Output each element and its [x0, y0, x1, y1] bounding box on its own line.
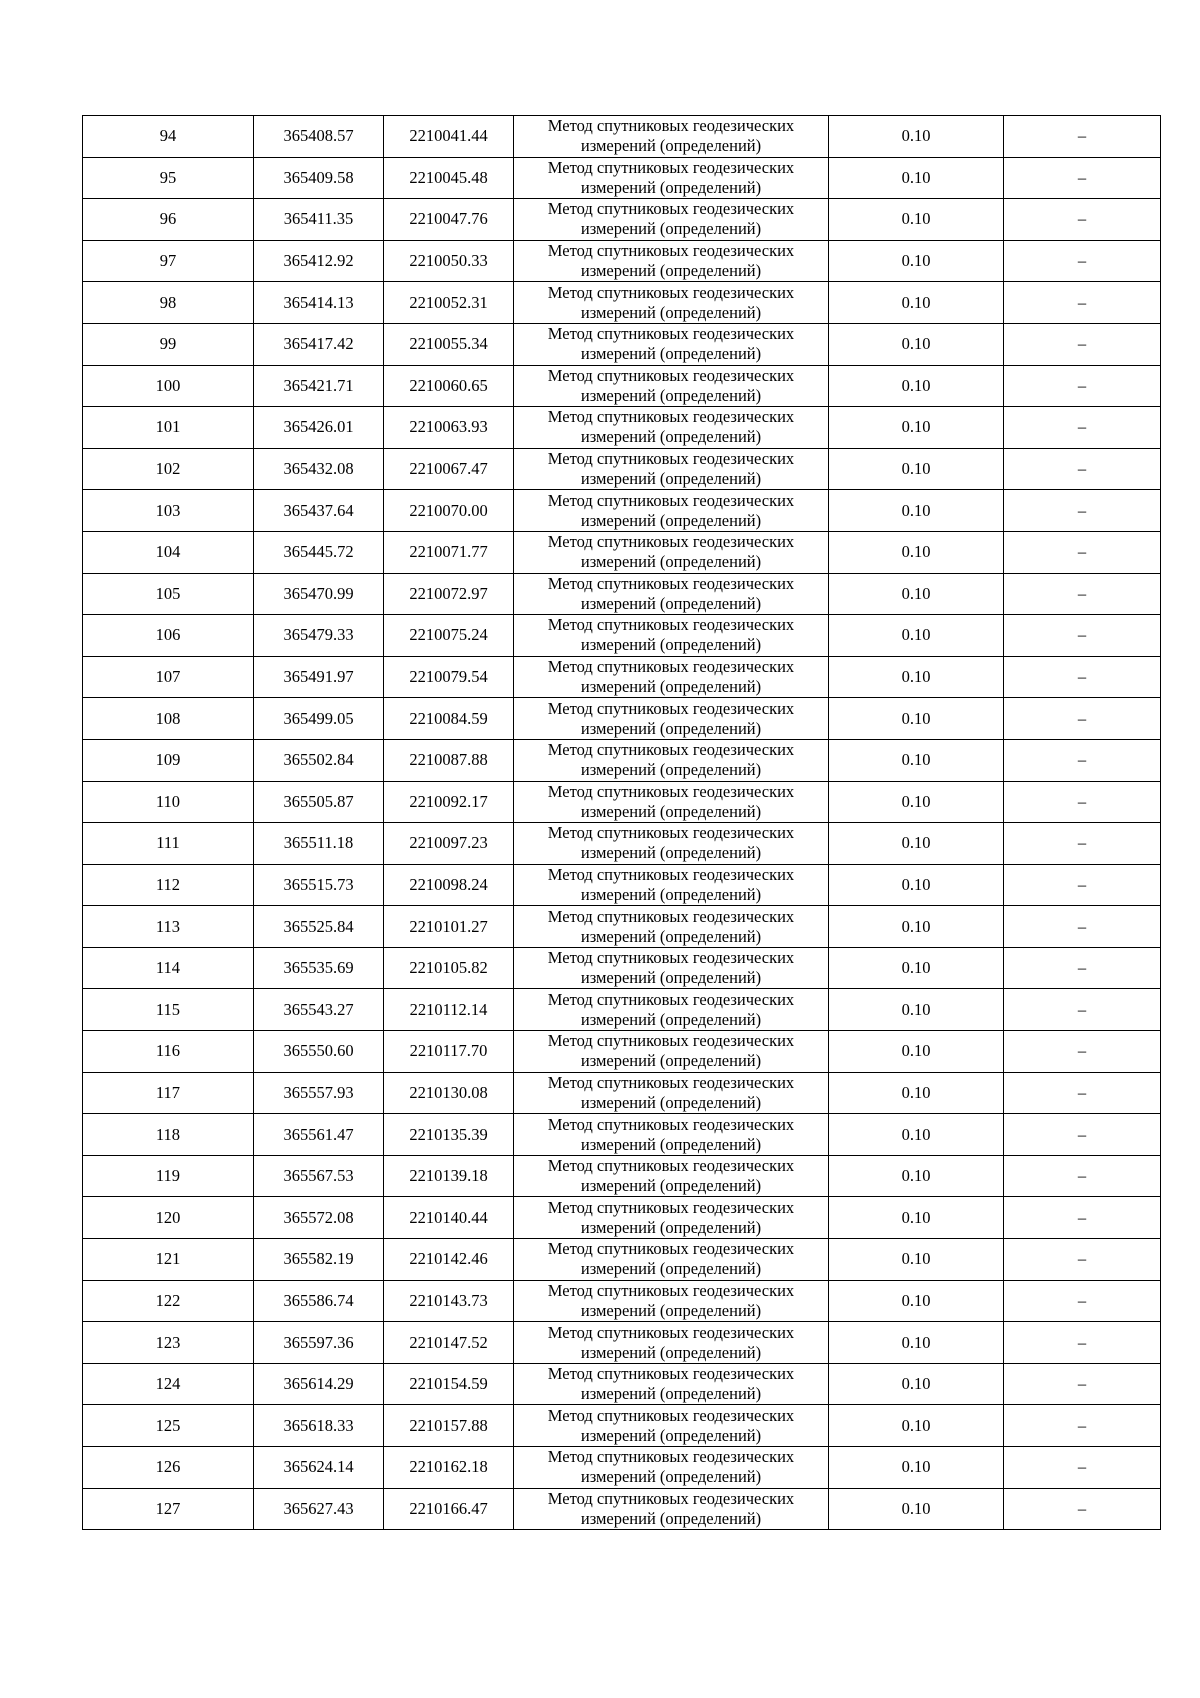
- coordinate-y-cell: 2210166.47: [384, 1488, 514, 1530]
- table-row: [83, 157, 1161, 199]
- note-cell: –: [1004, 157, 1161, 199]
- coordinate-y-cell: 2210147.52: [384, 1322, 514, 1364]
- point-number-cell: 95: [83, 157, 254, 199]
- point-number-cell: 126: [83, 1447, 254, 1489]
- accuracy-cell: 0.10: [829, 490, 1004, 532]
- accuracy-cell: 0.10: [829, 1155, 1004, 1197]
- point-number-cell: 114: [83, 947, 254, 989]
- point-number-cell: 102: [83, 448, 254, 490]
- note-cell: –: [1004, 864, 1161, 906]
- coordinate-x-cell: 365470.99: [254, 573, 384, 615]
- method-text: Метод спутниковых геодезических измерений (определений): [547, 365, 795, 405]
- table-row: [83, 1322, 1161, 1364]
- method-text: Метод спутниковых геодезических измерений (определений): [547, 657, 795, 697]
- coordinate-x-cell: 365543.27: [254, 989, 384, 1031]
- coordinate-x-cell: 365525.84: [254, 906, 384, 948]
- coordinate-y-cell: 2210112.14: [384, 989, 514, 1031]
- coordinate-y-cell: 2210055.34: [384, 323, 514, 365]
- method-text: Метод спутниковых геодезических измерений (определений): [547, 116, 795, 156]
- table-row: [83, 1155, 1161, 1197]
- accuracy-cell: 0.10: [829, 1322, 1004, 1364]
- method-text: Метод спутниковых геодезических измерений (определений): [547, 1239, 795, 1279]
- point-number-cell: 115: [83, 989, 254, 1031]
- table-row: [83, 823, 1161, 865]
- accuracy-cell: 0.10: [829, 781, 1004, 823]
- method-text: Метод спутниковых геодезических измерений (определений): [547, 573, 795, 613]
- coordinate-x-cell: 365572.08: [254, 1197, 384, 1239]
- coordinate-x-cell: 365426.01: [254, 407, 384, 449]
- coordinate-x-cell: 365445.72: [254, 531, 384, 573]
- table-row: [83, 781, 1161, 823]
- note-cell: –: [1004, 656, 1161, 698]
- table-row: [83, 739, 1161, 781]
- accuracy-cell: 0.10: [829, 199, 1004, 241]
- note-cell: –: [1004, 1280, 1161, 1322]
- table-row: [83, 1405, 1161, 1447]
- method-cell: [514, 490, 829, 532]
- point-number-cell: 101: [83, 407, 254, 449]
- accuracy-cell: 0.10: [829, 989, 1004, 1031]
- coordinate-x-cell: 365499.05: [254, 698, 384, 740]
- point-number-cell: 109: [83, 739, 254, 781]
- coordinate-x-cell: 365586.74: [254, 1280, 384, 1322]
- table-body: [83, 116, 1161, 1530]
- method-text: Метод спутниковых геодезических измерений (определений): [547, 532, 795, 572]
- coordinate-y-cell: 2210140.44: [384, 1197, 514, 1239]
- accuracy-cell: 0.10: [829, 823, 1004, 865]
- accuracy-cell: 0.10: [829, 1031, 1004, 1073]
- coordinate-y-cell: 2210130.08: [384, 1072, 514, 1114]
- note-cell: –: [1004, 116, 1161, 158]
- table-row: [83, 407, 1161, 449]
- note-cell: –: [1004, 989, 1161, 1031]
- coordinate-x-cell: 365627.43: [254, 1488, 384, 1530]
- note-cell: –: [1004, 1322, 1161, 1364]
- table-row: [83, 1239, 1161, 1281]
- point-number-cell: 116: [83, 1031, 254, 1073]
- accuracy-cell: 0.10: [829, 365, 1004, 407]
- method-cell: [514, 739, 829, 781]
- point-number-cell: 94: [83, 116, 254, 158]
- note-cell: –: [1004, 1197, 1161, 1239]
- coordinate-y-cell: 2210135.39: [384, 1114, 514, 1156]
- method-cell: [514, 448, 829, 490]
- method-cell: [514, 573, 829, 615]
- method-text: Метод спутниковых геодезических измерений (определений): [547, 906, 795, 946]
- table-row: [83, 1447, 1161, 1489]
- coordinate-y-cell: 2210098.24: [384, 864, 514, 906]
- accuracy-cell: 0.10: [829, 157, 1004, 199]
- note-cell: –: [1004, 947, 1161, 989]
- coordinates-table: [82, 115, 1161, 1530]
- coordinate-y-cell: 2210097.23: [384, 823, 514, 865]
- table-row: [83, 1072, 1161, 1114]
- method-cell: [514, 240, 829, 282]
- point-number-cell: 113: [83, 906, 254, 948]
- coordinate-y-cell: 2210157.88: [384, 1405, 514, 1447]
- method-text: Метод спутниковых геодезических измерений (определений): [547, 1322, 795, 1362]
- point-number-cell: 105: [83, 573, 254, 615]
- method-text: Метод спутниковых геодезических измерений (определений): [547, 1364, 795, 1404]
- method-text: Метод спутниковых геодезических измерений (определений): [547, 449, 795, 489]
- method-cell: [514, 407, 829, 449]
- coordinate-y-cell: 2210047.76: [384, 199, 514, 241]
- coordinate-x-cell: 365411.35: [254, 199, 384, 241]
- method-cell: [514, 823, 829, 865]
- table-row: [83, 323, 1161, 365]
- note-cell: –: [1004, 823, 1161, 865]
- method-cell: [514, 781, 829, 823]
- coordinate-y-cell: 2210092.17: [384, 781, 514, 823]
- note-cell: –: [1004, 490, 1161, 532]
- coordinate-y-cell: 2210105.82: [384, 947, 514, 989]
- accuracy-cell: 0.10: [829, 947, 1004, 989]
- coordinate-x-cell: 365409.58: [254, 157, 384, 199]
- coordinate-x-cell: 365479.33: [254, 615, 384, 657]
- method-text: Метод спутниковых геодезических измерений (определений): [547, 1072, 795, 1112]
- table-row: [83, 199, 1161, 241]
- point-number-cell: 118: [83, 1114, 254, 1156]
- point-number-cell: 98: [83, 282, 254, 324]
- method-cell: [514, 116, 829, 158]
- accuracy-cell: 0.10: [829, 407, 1004, 449]
- method-cell: [514, 365, 829, 407]
- point-number-cell: 103: [83, 490, 254, 532]
- table-row: [83, 698, 1161, 740]
- note-cell: –: [1004, 739, 1161, 781]
- table-row: [83, 240, 1161, 282]
- point-number-cell: 125: [83, 1405, 254, 1447]
- method-cell: [514, 1363, 829, 1405]
- table-row: [83, 615, 1161, 657]
- point-number-cell: 121: [83, 1239, 254, 1281]
- point-number-cell: 120: [83, 1197, 254, 1239]
- accuracy-cell: 0.10: [829, 1239, 1004, 1281]
- method-text: Метод спутниковых геодезических измерений (определений): [547, 157, 795, 197]
- method-cell: [514, 531, 829, 573]
- method-cell: [514, 1114, 829, 1156]
- table-row: [83, 989, 1161, 1031]
- note-cell: –: [1004, 1447, 1161, 1489]
- point-number-cell: 106: [83, 615, 254, 657]
- coordinate-x-cell: 365582.19: [254, 1239, 384, 1281]
- method-cell: [514, 947, 829, 989]
- note-cell: –: [1004, 282, 1161, 324]
- point-number-cell: 107: [83, 656, 254, 698]
- accuracy-cell: 0.10: [829, 1447, 1004, 1489]
- table-row: [83, 1488, 1161, 1530]
- method-text: Метод спутниковых геодезических измерений (определений): [547, 1197, 795, 1237]
- coordinate-y-cell: 2210087.88: [384, 739, 514, 781]
- accuracy-cell: 0.10: [829, 1280, 1004, 1322]
- note-cell: –: [1004, 1031, 1161, 1073]
- point-number-cell: 96: [83, 199, 254, 241]
- method-cell: [514, 906, 829, 948]
- note-cell: –: [1004, 781, 1161, 823]
- method-cell: [514, 1239, 829, 1281]
- method-text: Метод спутниковых геодезических измерений (определений): [547, 1156, 795, 1196]
- method-text: Метод спутниковых геодезических измерений (определений): [547, 698, 795, 738]
- coordinate-y-cell: 2210079.54: [384, 656, 514, 698]
- coordinate-x-cell: 365511.18: [254, 823, 384, 865]
- point-number-cell: 104: [83, 531, 254, 573]
- accuracy-cell: 0.10: [829, 1363, 1004, 1405]
- method-cell: [514, 323, 829, 365]
- coordinate-x-cell: 365535.69: [254, 947, 384, 989]
- method-text: Метод спутниковых геодезических измерений (определений): [547, 1031, 795, 1071]
- point-number-cell: 122: [83, 1280, 254, 1322]
- note-cell: –: [1004, 407, 1161, 449]
- accuracy-cell: 0.10: [829, 615, 1004, 657]
- accuracy-cell: 0.10: [829, 448, 1004, 490]
- method-cell: [514, 199, 829, 241]
- coordinate-y-cell: 2210075.24: [384, 615, 514, 657]
- point-number-cell: 111: [83, 823, 254, 865]
- coordinate-y-cell: 2210060.65: [384, 365, 514, 407]
- coordinate-x-cell: 365614.29: [254, 1363, 384, 1405]
- coordinate-y-cell: 2210162.18: [384, 1447, 514, 1489]
- table-row: [83, 1114, 1161, 1156]
- coordinate-x-cell: 365505.87: [254, 781, 384, 823]
- method-text: Метод спутниковых геодезических измерений (определений): [547, 1447, 795, 1487]
- note-cell: –: [1004, 1239, 1161, 1281]
- point-number-cell: 117: [83, 1072, 254, 1114]
- coordinate-y-cell: 2210142.46: [384, 1239, 514, 1281]
- coordinate-x-cell: 365437.64: [254, 490, 384, 532]
- point-number-cell: 119: [83, 1155, 254, 1197]
- note-cell: –: [1004, 698, 1161, 740]
- coordinate-y-cell: 2210067.47: [384, 448, 514, 490]
- accuracy-cell: 0.10: [829, 282, 1004, 324]
- coordinate-x-cell: 365414.13: [254, 282, 384, 324]
- table-row: [83, 656, 1161, 698]
- table-row: [83, 282, 1161, 324]
- accuracy-cell: 0.10: [829, 906, 1004, 948]
- coordinate-x-cell: 365618.33: [254, 1405, 384, 1447]
- note-cell: –: [1004, 365, 1161, 407]
- coordinate-y-cell: 2210154.59: [384, 1363, 514, 1405]
- table-row: [83, 864, 1161, 906]
- coordinate-x-cell: 365561.47: [254, 1114, 384, 1156]
- method-cell: [514, 698, 829, 740]
- accuracy-cell: 0.10: [829, 323, 1004, 365]
- method-text: Метод спутниковых геодезических измерений (определений): [547, 864, 795, 904]
- table-row: [83, 947, 1161, 989]
- method-cell: [514, 864, 829, 906]
- note-cell: –: [1004, 1405, 1161, 1447]
- method-text: Метод спутниковых геодезических измерений (определений): [547, 282, 795, 322]
- point-number-cell: 112: [83, 864, 254, 906]
- coordinate-y-cell: 2210052.31: [384, 282, 514, 324]
- coordinate-x-cell: 365567.53: [254, 1155, 384, 1197]
- method-text: Метод спутниковых геодезических измерений (определений): [547, 324, 795, 364]
- method-text: Метод спутниковых геодезических измерений (определений): [547, 740, 795, 780]
- coordinate-x-cell: 365421.71: [254, 365, 384, 407]
- accuracy-cell: 0.10: [829, 1072, 1004, 1114]
- point-number-cell: 99: [83, 323, 254, 365]
- coordinate-y-cell: 2210139.18: [384, 1155, 514, 1197]
- accuracy-cell: 0.10: [829, 1114, 1004, 1156]
- method-text: Метод спутниковых геодезических измерений (определений): [547, 948, 795, 988]
- note-cell: –: [1004, 1363, 1161, 1405]
- point-number-cell: 97: [83, 240, 254, 282]
- point-number-cell: 100: [83, 365, 254, 407]
- point-number-cell: 108: [83, 698, 254, 740]
- method-cell: [514, 1072, 829, 1114]
- coordinate-x-cell: 365491.97: [254, 656, 384, 698]
- note-cell: –: [1004, 1155, 1161, 1197]
- method-text: Метод спутниковых геодезических измерений (определений): [547, 407, 795, 447]
- method-text: Метод спутниковых геодезических измерений (определений): [547, 1488, 795, 1528]
- point-number-cell: 127: [83, 1488, 254, 1530]
- method-text: Метод спутниковых геодезических измерений (определений): [547, 1114, 795, 1154]
- table-row: [83, 573, 1161, 615]
- method-text: Метод спутниковых геодезических измерений (определений): [547, 241, 795, 281]
- table-row: [83, 1280, 1161, 1322]
- table-row: [83, 116, 1161, 158]
- note-cell: –: [1004, 323, 1161, 365]
- method-cell: [514, 1280, 829, 1322]
- note-cell: –: [1004, 1072, 1161, 1114]
- accuracy-cell: 0.10: [829, 573, 1004, 615]
- method-cell: [514, 1031, 829, 1073]
- method-cell: [514, 656, 829, 698]
- method-text: Метод спутниковых геодезических измерений (определений): [547, 1405, 795, 1445]
- coordinate-y-cell: 2210071.77: [384, 531, 514, 573]
- coordinate-x-cell: 365432.08: [254, 448, 384, 490]
- accuracy-cell: 0.10: [829, 698, 1004, 740]
- method-cell: [514, 989, 829, 1031]
- coordinate-y-cell: 2210045.48: [384, 157, 514, 199]
- note-cell: –: [1004, 448, 1161, 490]
- table-row: [83, 490, 1161, 532]
- table-row: [83, 1031, 1161, 1073]
- accuracy-cell: 0.10: [829, 240, 1004, 282]
- method-text: Метод спутниковых геодезических измерений (определений): [547, 989, 795, 1029]
- method-cell: [514, 1155, 829, 1197]
- coordinate-y-cell: 2210084.59: [384, 698, 514, 740]
- accuracy-cell: 0.10: [829, 1197, 1004, 1239]
- method-cell: [514, 157, 829, 199]
- method-cell: [514, 1488, 829, 1530]
- accuracy-cell: 0.10: [829, 1405, 1004, 1447]
- point-number-cell: 123: [83, 1322, 254, 1364]
- note-cell: –: [1004, 1114, 1161, 1156]
- method-cell: [514, 1405, 829, 1447]
- note-cell: –: [1004, 615, 1161, 657]
- table-row: [83, 1197, 1161, 1239]
- method-cell: [514, 615, 829, 657]
- accuracy-cell: 0.10: [829, 116, 1004, 158]
- coordinate-x-cell: 365502.84: [254, 739, 384, 781]
- coordinate-y-cell: 2210063.93: [384, 407, 514, 449]
- method-text: Метод спутниковых геодезических измерений (определений): [547, 823, 795, 863]
- coordinate-x-cell: 365550.60: [254, 1031, 384, 1073]
- note-cell: –: [1004, 199, 1161, 241]
- note-cell: –: [1004, 573, 1161, 615]
- coordinate-y-cell: 2210050.33: [384, 240, 514, 282]
- coordinate-x-cell: 365412.92: [254, 240, 384, 282]
- coordinate-y-cell: 2210041.44: [384, 116, 514, 158]
- point-number-cell: 110: [83, 781, 254, 823]
- note-cell: –: [1004, 1488, 1161, 1530]
- table-row: [83, 448, 1161, 490]
- coordinate-x-cell: 365624.14: [254, 1447, 384, 1489]
- method-text: Метод спутниковых геодезических измерений (определений): [547, 199, 795, 239]
- coordinate-x-cell: 365408.57: [254, 116, 384, 158]
- method-text: Метод спутниковых геодезических измерений (определений): [547, 490, 795, 530]
- accuracy-cell: 0.10: [829, 656, 1004, 698]
- coordinate-y-cell: 2210072.97: [384, 573, 514, 615]
- coordinate-x-cell: 365597.36: [254, 1322, 384, 1364]
- coordinate-y-cell: 2210117.70: [384, 1031, 514, 1073]
- method-cell: [514, 1322, 829, 1364]
- method-cell: [514, 1447, 829, 1489]
- table-row: [83, 1363, 1161, 1405]
- coordinate-y-cell: 2210143.73: [384, 1280, 514, 1322]
- method-cell: [514, 282, 829, 324]
- table-row: [83, 365, 1161, 407]
- coordinate-y-cell: 2210101.27: [384, 906, 514, 948]
- coordinate-y-cell: 2210070.00: [384, 490, 514, 532]
- method-text: Метод спутниковых геодезических измерений (определений): [547, 615, 795, 655]
- coordinate-x-cell: 365515.73: [254, 864, 384, 906]
- accuracy-cell: 0.10: [829, 531, 1004, 573]
- method-text: Метод спутниковых геодезических измерений (определений): [547, 781, 795, 821]
- note-cell: –: [1004, 906, 1161, 948]
- accuracy-cell: 0.10: [829, 1488, 1004, 1530]
- accuracy-cell: 0.10: [829, 739, 1004, 781]
- note-cell: –: [1004, 240, 1161, 282]
- coordinate-x-cell: 365557.93: [254, 1072, 384, 1114]
- coordinate-x-cell: 365417.42: [254, 323, 384, 365]
- accuracy-cell: 0.10: [829, 864, 1004, 906]
- note-cell: –: [1004, 531, 1161, 573]
- table-row: [83, 531, 1161, 573]
- method-text: Метод спутниковых геодезических измерений (определений): [547, 1280, 795, 1320]
- table-row: [83, 906, 1161, 948]
- point-number-cell: 124: [83, 1363, 254, 1405]
- method-cell: [514, 1197, 829, 1239]
